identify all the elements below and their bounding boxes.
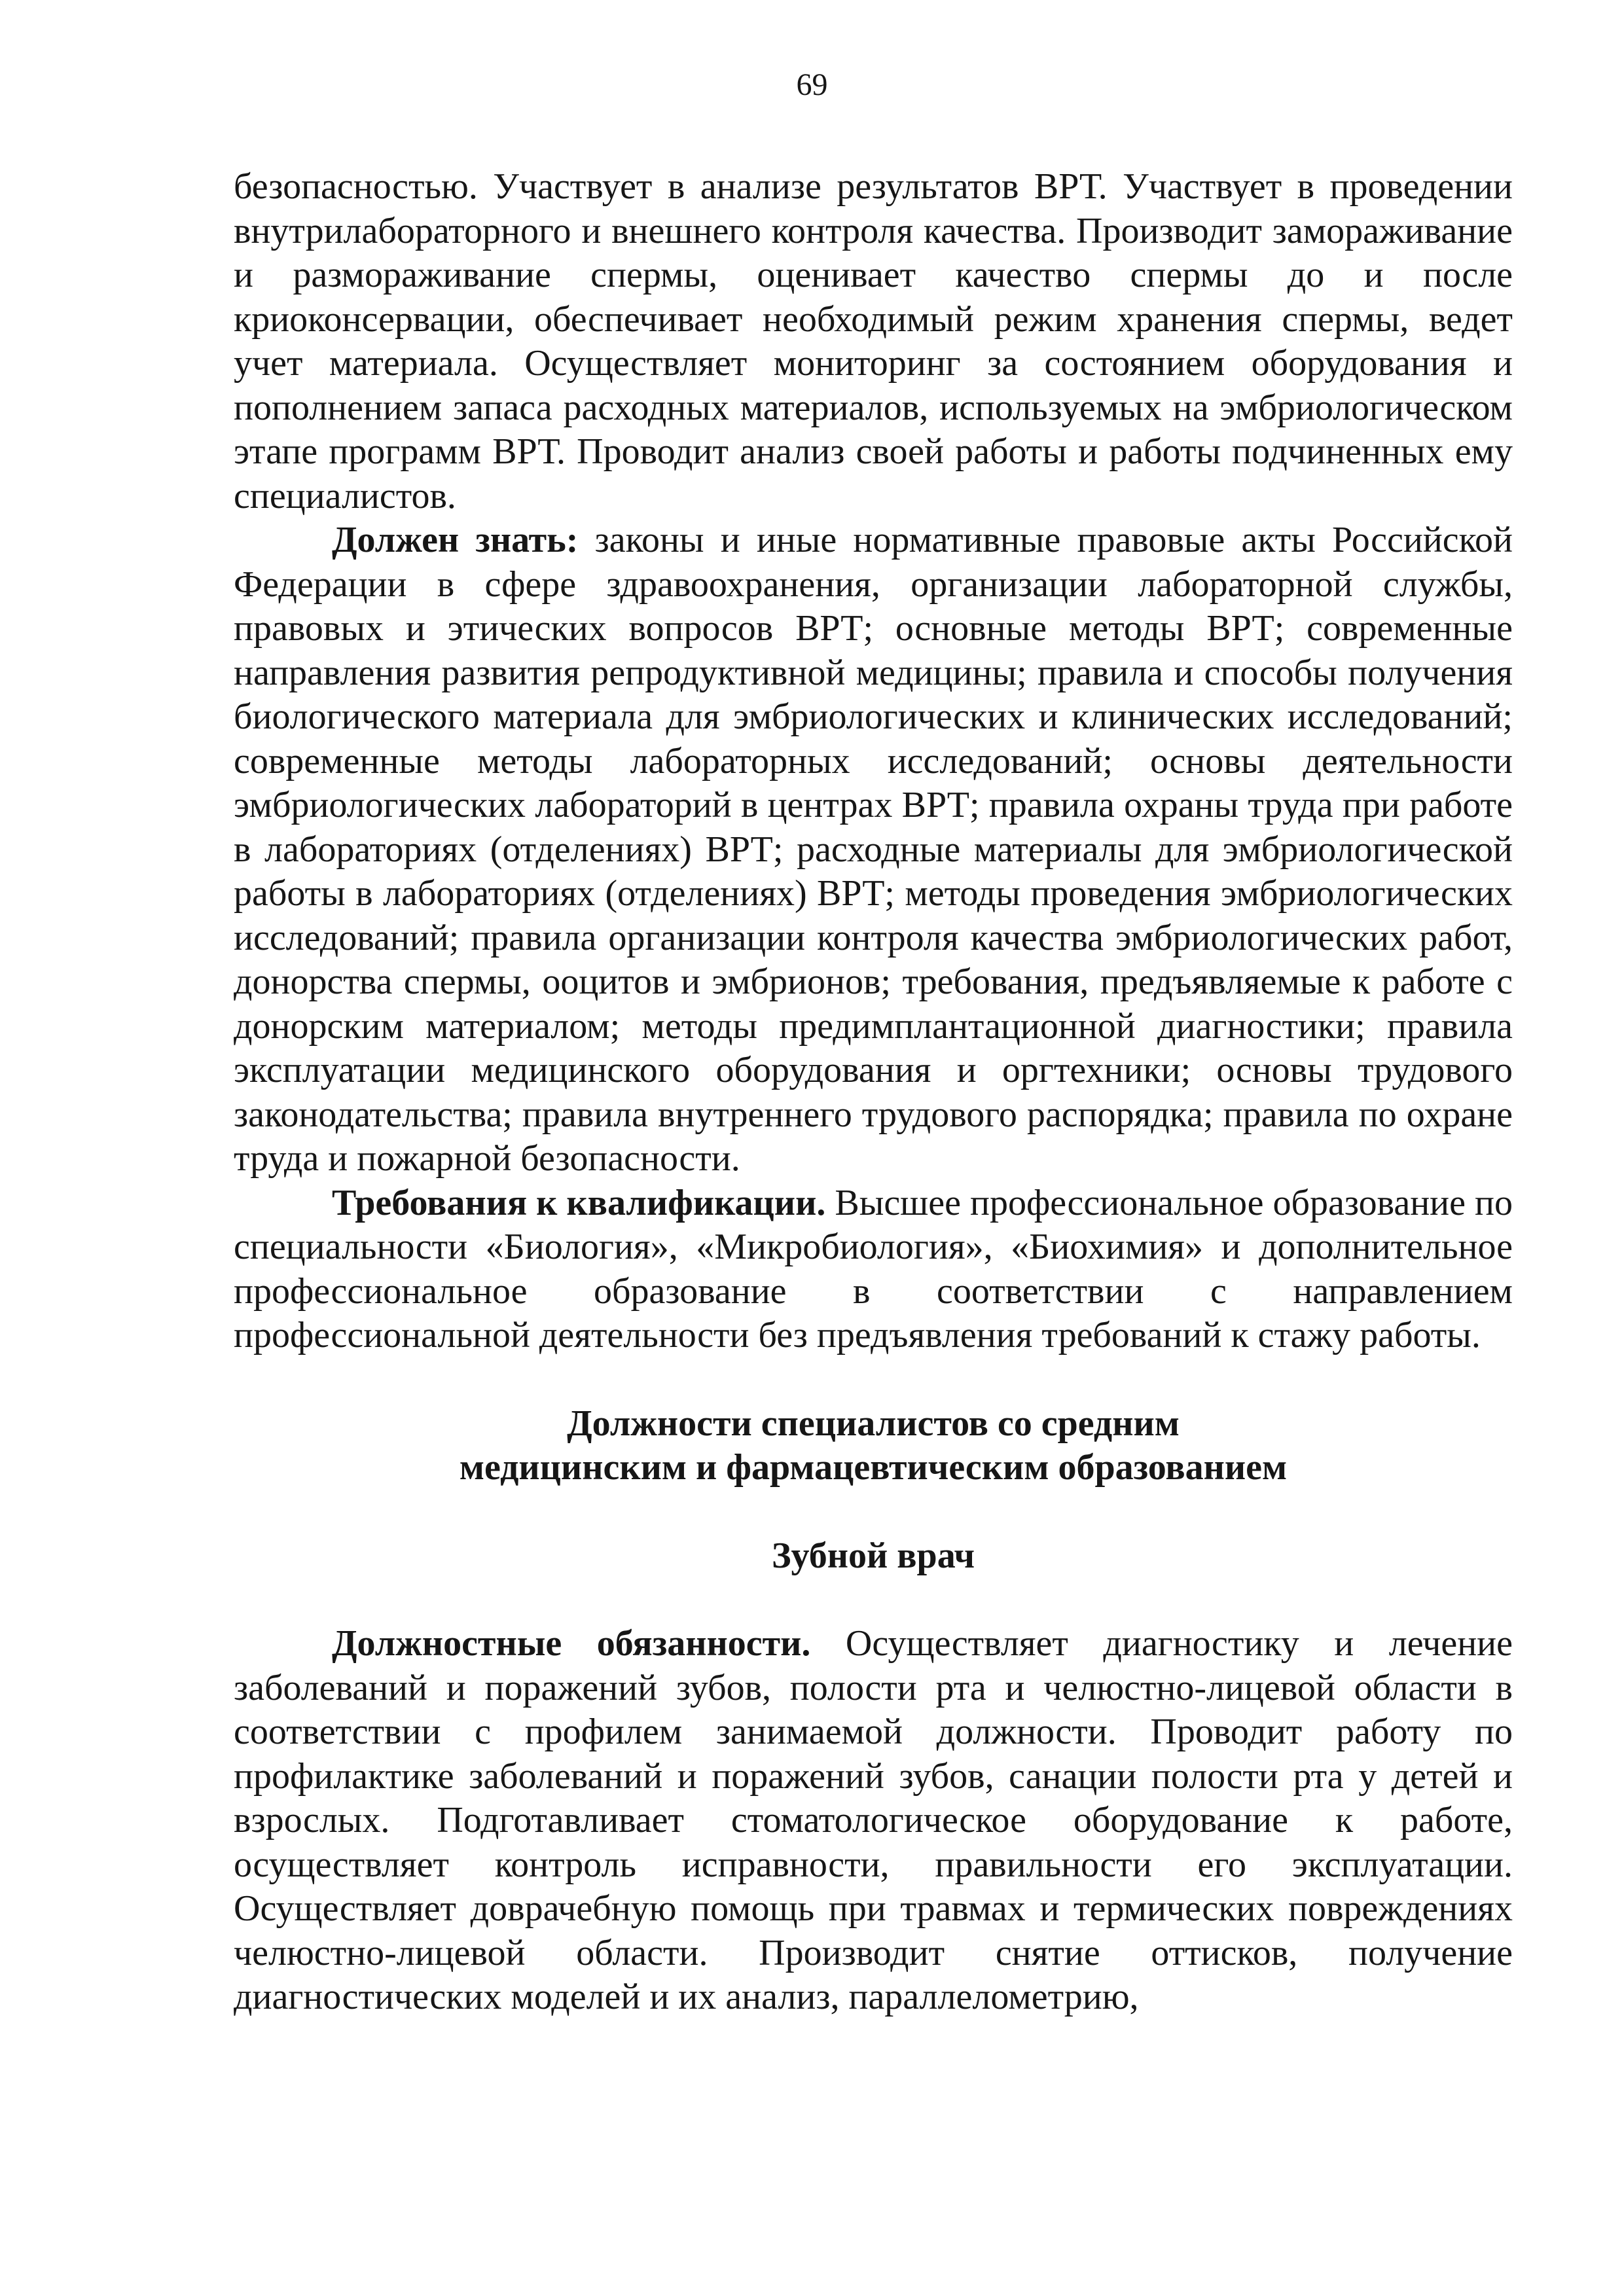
spacer [234, 1490, 1513, 1534]
qualification-paragraph [234, 1181, 1513, 1358]
section-heading-line-1: Должности специалистов со средним [567, 1403, 1180, 1444]
must-know-text: законы и иные нормативные правовые акты Российской Федерации в сфере здравоохранения, организации лабораторной службы, правовых и этических вопросов ВРТ; основные методы ВРТ; современные направления развития репродуктивной медицины; правила и способы получения биологического материала для эмбриологических и клинических исследований; современные методы лабораторных исследований; основы деятельности эмбриологических лабораторий в центрах ВРТ; правила охраны труда при работе в лабораториях (отделениях) ВРТ; расходные материалы для эмбриологической работы в лабораториях (отделениях) ВРТ; методы проведения эмбриологических исследований; правила организации контроля качества эмбриологических работ, донорства спермы, ооцитов и эмбрионов; требования, предъявляемые к работе с донорским материалом; методы предимплантационной диагностики; правила эксплуатации медицинского оборудования и оргтехники; основы трудового законодательства; правила внутреннего трудового распорядка; правила по охране труда и пожарной безопасности. [234, 520, 1513, 1179]
intro-paragraph: безопасностью. Участвует в анализе результатов ВРТ. Участвует в проведении внутрилабораторного и внешнего контроля качества. Производит замораживание и размораживание спермы, оценивает качество спермы до и после криоконсервации, обеспечивает необходимый режим хранения спермы, ведет учет материала. Осуществляет мониторинг за состоянием оборудования и пополнением запаса расходных материалов, используемых на эмбриологическом этапе программ ВРТ. Проводит анализ своей работы и работы подчиненных ему специалистов. [234, 166, 1513, 516]
spacer [234, 1578, 1513, 1622]
duties-paragraph [234, 1622, 1513, 2020]
page-number: 69 [796, 67, 828, 102]
must-know-label: Должен знать: [332, 520, 579, 560]
page-content [234, 165, 1513, 2020]
qualification-label: Требования к квалификации. [332, 1182, 826, 1223]
spacer [234, 1358, 1513, 1402]
qualification-text: Высшее профессиональное образование по специальности «Биология», «Микробиология», «Биохимия» и дополнительное профессиональное образование в соответствии с направлением профессиональной деятельности без предъявления требований к стажу работы. [234, 1182, 1513, 1355]
duties-text: Осуществляет диагностику и лечение заболеваний и поражений зубов, полости рта и челюстно-лицевой области в соответствии с профилем занимаемой должности. Проводит работу по профилактике заболеваний и поражений зубов, санации полости рта у детей и взрослых. Подготавливает стоматологическое оборудование к работе, осуществляет контроль исправности, правильности его эксплуатации. Осуществляет доврачебную помощь при травмах и термических повреждениях челюстно-лицевой области. Производит снятие оттисков, получение диагностических моделей и их анализ, параллелометрию, [234, 1623, 1513, 2017]
must-know-paragraph [234, 518, 1513, 1181]
section-heading-line-2: медицинским и фармацевтическим образованием [459, 1447, 1288, 1488]
duties-label: Должностные обязанности. [332, 1623, 811, 1664]
position-title: Зубной врач [771, 1535, 975, 1576]
